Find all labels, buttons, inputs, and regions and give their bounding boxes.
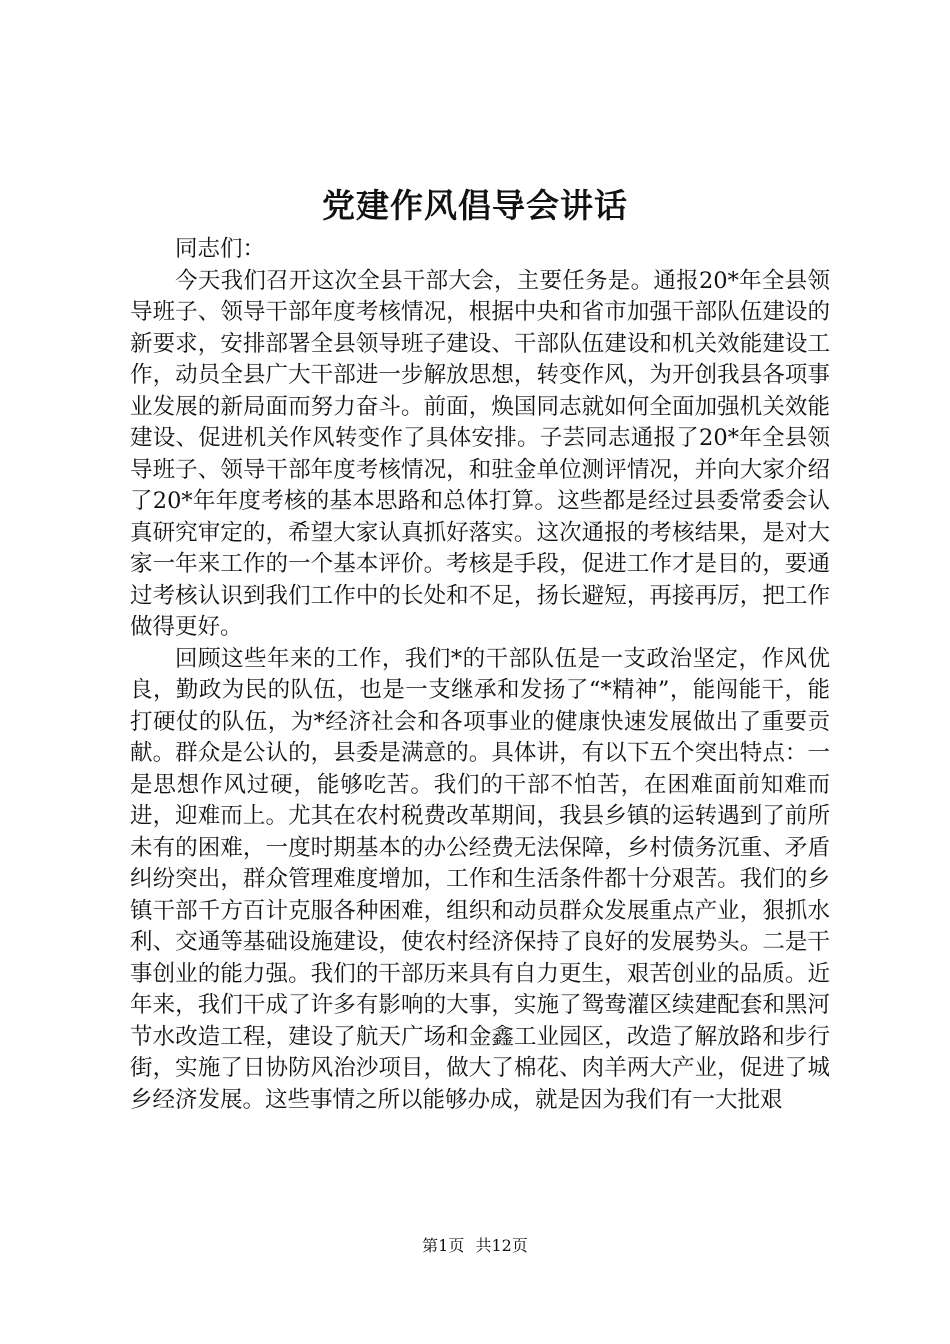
salutation: 同志们： [175, 236, 266, 262]
page-footer [0, 1236, 950, 1256]
document-title: 党建作风倡导会讲话 [322, 186, 628, 225]
page-total: 共12页 [475, 1236, 528, 1255]
paragraph-2: 回顾这些年来的工作，我们*的干部队伍是一支政治坚定，作风优良，勤政为民的队伍，也是一支继承和发扬了“*精神”，能闯能干，能打硬仗的队伍，为*经济社会和各项事业的健康快速发展做出了重要贡献。群众是公认的，县委是满意的。具体讲，有以下五个突出特点：一是思想作风过硬，能够吃苦。我们的干部不怕苦，在困难面前知难而进，迎难而上。尤其在农村税费改革期间，我县乡镇的运转遇到了前所未有的困难，一度时期基本的办公经费无法保障，乡村债务沉重、矛盾纠纷突出，群众管理难度增加，工作和生活条件都十分艰苦。我们的乡镇干部千方百计克服各种困难，组织和动员群众发展重点产业，狠抓水利、交通等基础设施建设，使农村经济保持了良好的发展势头。二是干事创业的能力强。我们的干部历来具有自力更生，艰苦创业的品质。近年来，我们干成了许多有影响的大事，实施了鸳鸯灌区续建配套和黑河节水改造工程，建设了航天广场和金鑫工业园区，改造了解放路和步行街，实施了日协防风治沙项目，做大了棉花、肉羊两大产业，促进了城乡经济发展。这些事情之所以能够办成，就是因为我们有一大批艰 [130, 645, 830, 1113]
document-body [130, 234, 830, 1116]
paragraph-1: 今天我们召开这次全县干部大会，主要任务是。通报20*年全县领导班子、领导干部年度考核情况，根据中央和省市加强干部队伍建设的新要求，安排部署全县领导班子建设、干部队伍建设和机关效能建设工作，动员全县广大干部进一步解放思想，转变作风，为开创我县各项事业发展的新局面而努力奋斗。前面，焕国同志就如何全面加强机关效能建设、促进机关作风转变作了具体安排。子芸同志通报了20*年全县领导班子、领导干部年度考核情况，和驻金单位测评情况，并向大家介绍了20*年年度考核的基本思路和总体打算。这些都是经过县委常委会认真研究审定的，希望大家认真抓好落实。这次通报的考核结果，是对大家一年来工作的一个基本评价。考核是手段，促进工作才是目的，要通过考核认识到我们工作中的长处和不足，扬长避短，再接再厉，把工作做得更好。 [130, 267, 830, 640]
page-number: 第1页 [422, 1236, 465, 1255]
